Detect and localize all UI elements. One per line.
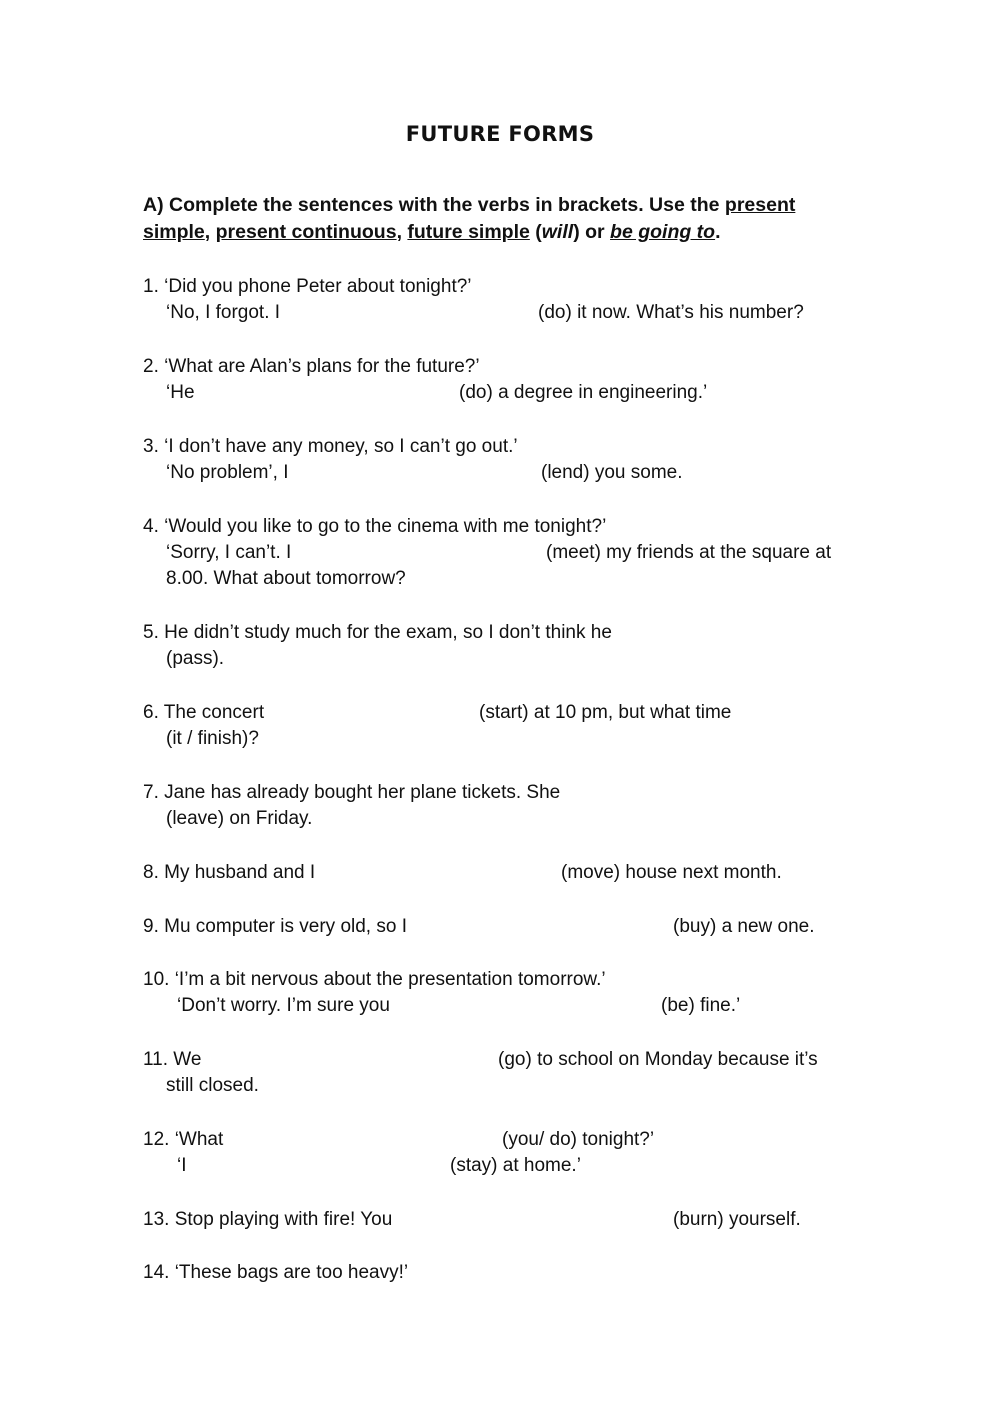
item-3-answer-input[interactable] bbox=[300, 461, 539, 485]
item-7-answer-input[interactable] bbox=[592, 781, 846, 805]
item-7-verb-hint: (leave) on Friday. bbox=[166, 808, 313, 829]
item-6-answer-input-2[interactable] bbox=[752, 701, 851, 725]
instructions-end: . bbox=[715, 221, 721, 243]
item-10-verb-hint: (be) fine.’ bbox=[661, 995, 741, 1016]
item-1-reply: ‘No, I forgot. I bbox=[166, 302, 281, 323]
item-7-prompt: 7. Jane has already bought her plane tickets. She bbox=[143, 782, 561, 803]
item-11-continuation: still closed. bbox=[166, 1075, 259, 1096]
item-14-prompt: 14. ‘These bags are too heavy!’ bbox=[143, 1262, 409, 1283]
item-1-answer-input[interactable] bbox=[292, 301, 536, 325]
option-future-simple: future simple bbox=[407, 221, 530, 243]
item-6-verb-hint-1: (start) at 10 pm, but what time bbox=[479, 702, 732, 723]
item-10-reply: ‘Don’t worry. I’m sure you bbox=[177, 995, 390, 1016]
item-4-reply: ‘Sorry, I can’t. I bbox=[166, 542, 292, 563]
item-6-prompt: 6. The concert bbox=[143, 702, 265, 723]
item-12-verb-hint-1: (you/ do) tonight?’ bbox=[502, 1129, 655, 1150]
item-8-answer-input[interactable] bbox=[332, 861, 558, 885]
instructions-mid: ) or bbox=[573, 221, 611, 243]
item-12-answer-input-2[interactable] bbox=[195, 1154, 447, 1178]
instructions bbox=[143, 192, 843, 246]
item-11-prompt: 11. We bbox=[143, 1049, 202, 1070]
item-12-prompt: 12. ‘What bbox=[143, 1129, 224, 1150]
item-4-answer-input[interactable] bbox=[306, 541, 544, 565]
instructions-lead: A) Complete the sentences with the verbs in brackets. Use the bbox=[143, 194, 725, 216]
item-1-prompt: 1. ‘Did you phone Peter about tonight?’ bbox=[143, 276, 472, 297]
item-6-answer-input-1[interactable] bbox=[278, 701, 477, 725]
item-13-verb-hint: (burn) yourself. bbox=[673, 1209, 801, 1230]
item-5-prompt: 5. He didn’t study much for the exam, so I don’t think he bbox=[143, 622, 612, 643]
item-4-prompt: 4. ‘Would you like to go to the cinema with me tonight?’ bbox=[143, 516, 607, 537]
item-3-prompt: 3. ‘I don’t have any money, so I can’t go out.’ bbox=[143, 436, 518, 457]
item-5-answer-input[interactable] bbox=[645, 621, 849, 645]
item-1-verb-hint: (do) it now. What’s his number? bbox=[538, 302, 804, 323]
item-4-continuation: 8.00. What about tomorrow? bbox=[166, 568, 406, 589]
item-10-prompt: 10. ‘I’m a bit nervous about the presentation tomorrow.’ bbox=[143, 969, 606, 990]
item-8-prompt: 8. My husband and I bbox=[143, 862, 316, 883]
item-2-verb-hint: (do) a degree in engineering.’ bbox=[459, 382, 708, 403]
item-2-prompt: 2. ‘What are Alan’s plans for the future?’ bbox=[143, 356, 480, 377]
item-2-answer-input[interactable] bbox=[202, 381, 456, 405]
item-6-verb-hint-2: (it / finish)? bbox=[166, 728, 259, 749]
item-8-verb-hint: (move) house next month. bbox=[561, 862, 782, 883]
page-title: FUTURE FORMS bbox=[405, 122, 595, 146]
item-4-verb-hint: (meet) my friends at the square at bbox=[546, 542, 832, 563]
item-9-answer-input[interactable] bbox=[428, 915, 670, 939]
item-12-reply: ‘I bbox=[177, 1155, 187, 1176]
item-10-answer-input[interactable] bbox=[410, 994, 658, 1018]
item-5-verb-hint: (pass). bbox=[166, 648, 225, 669]
option-present-simple: present simple bbox=[143, 194, 796, 243]
option-present-continuous: present continuous bbox=[215, 221, 397, 243]
item-13-prompt: 13. Stop playing with fire! You bbox=[143, 1209, 393, 1230]
item-2-reply: ‘He bbox=[166, 382, 195, 403]
item-12-answer-input-1[interactable] bbox=[235, 1128, 499, 1152]
instructions-sep: , bbox=[204, 221, 216, 243]
option-be-going-to bbox=[610, 221, 715, 243]
item-9-prompt: 9. Mu computer is very old, so I bbox=[143, 916, 407, 937]
item-11-answer-input[interactable] bbox=[214, 1048, 495, 1072]
instructions-sep: , bbox=[396, 221, 408, 243]
item-13-answer-input[interactable] bbox=[416, 1208, 670, 1232]
item-9-verb-hint: (buy) a new one. bbox=[673, 916, 815, 937]
item-11-verb-hint: (go) to school on Monday because it’s bbox=[498, 1049, 818, 1070]
instructions-mid: ( bbox=[529, 221, 542, 243]
option-will: will bbox=[541, 221, 574, 243]
item-3-verb-hint: (lend) you some. bbox=[541, 462, 683, 483]
option-be-going-to-text: be going to bbox=[610, 221, 716, 243]
item-3-reply: ‘No problem’, I bbox=[166, 462, 289, 483]
item-12-verb-hint-2: (stay) at home.’ bbox=[450, 1155, 581, 1176]
